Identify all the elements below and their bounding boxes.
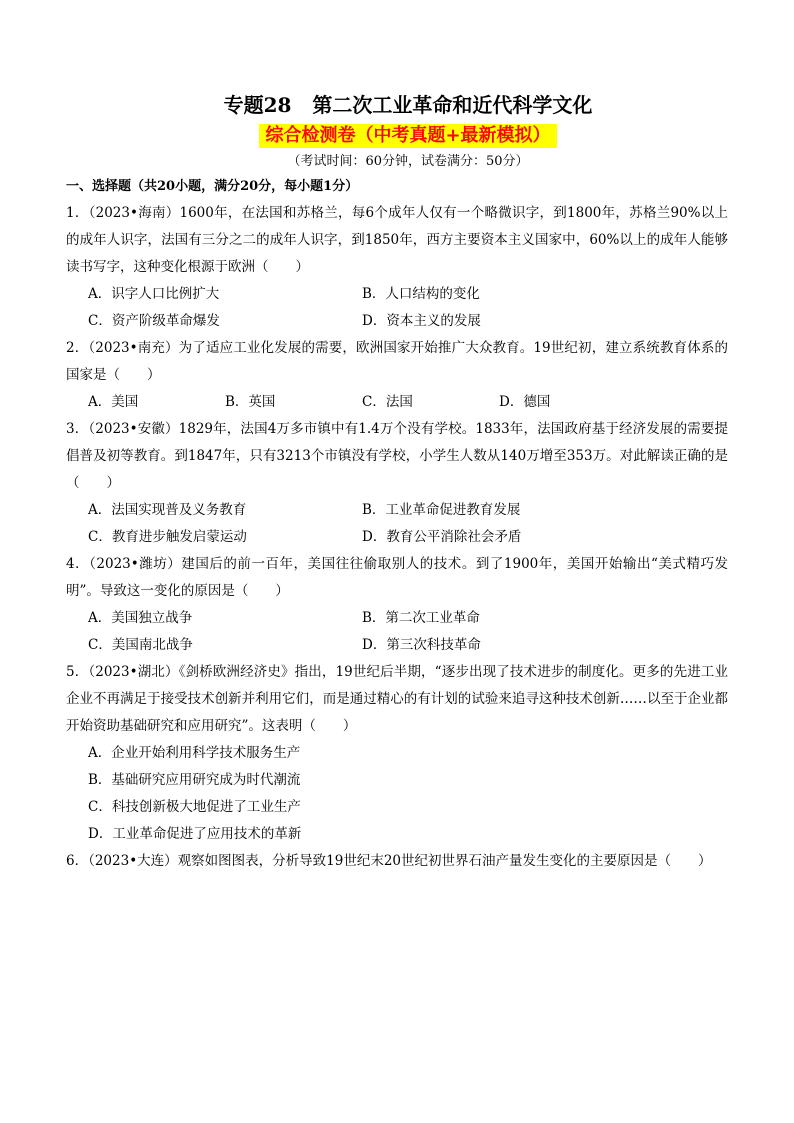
question-stem: 1．（2023•海南）1600年，在法国和苏格兰，每6个成年人仅有一个略微识字，到1800年，苏格兰90%以上的成年人识字，法国有三分之二的成年人识字，到1850年，西方主要资本主义国家中，60%以上的成年人能够读书写字，这种变化根源于欧洲（ ） <box>66 205 728 275</box>
option-b[interactable]: B．第二次工业革命 <box>362 610 480 626</box>
option-a[interactable]: A．法国实现普及义务教育 <box>88 502 247 518</box>
exam-info: （考试时间：60分钟，试卷满分：50分） <box>287 154 529 169</box>
question-stem: 4．（2023•潍坊）建国后的前一百年，美国往往偷取别人的技术。到了1900年，美国开始输出“美式精巧发明”。导致这一变化的原因是（ ） <box>66 556 728 599</box>
option-c[interactable]: C．法国 <box>362 394 413 410</box>
option-c[interactable]: C．科技创新极大地促进了工业生产 <box>88 799 301 815</box>
options-list <box>66 389 728 416</box>
title-main: 第二次工业革命和近代科学文化 <box>312 93 593 117</box>
page-title <box>88 92 728 118</box>
option-d[interactable]: D．资本主义的发展 <box>362 313 481 329</box>
option-d[interactable]: D．工业革命促进了应用技术的革新 <box>88 826 302 842</box>
option-d[interactable]: D．教育公平消除社会矛盾 <box>362 529 522 545</box>
option-b[interactable]: B．工业革命促进教育发展 <box>362 502 521 518</box>
option-a[interactable]: A．美国独立战争 <box>88 610 193 626</box>
option-b[interactable]: B．基础研究应用研究成为时代潮流 <box>88 772 301 788</box>
question-3 <box>66 416 728 551</box>
question-stem: 5．（2023•湖北）《剑桥欧洲经济史》指出，19世纪后半期，“逐步出现了技术进步的制度化。更多的先进工业企业不再满足于接受技术创新并利用它们，而是通过精心的有计划的试验来追寻这种技术创新……以至于企业都开始资助基础研究和应用研究”。这表明（ ） <box>66 664 728 734</box>
exam-page <box>66 92 728 875</box>
question-6 <box>66 848 728 875</box>
subtitle-wrapper <box>88 124 728 148</box>
option-d[interactable]: D．德国 <box>499 394 551 410</box>
option-a[interactable]: A．美国 <box>88 394 139 410</box>
question-stem: 6．（2023•大连）观察如图图表，分析导致19世纪末20世纪初世界石油产量发生变化的主要原因是（ ） <box>66 853 712 869</box>
question-stem: 3．（2023•安徽）1829年，法国4万多市镇中有1.4万个没有学校。1833年，法国政府基于经济发展的需要提倡普及初等教育。到1847年，只有3213个市镇没有学校，小学生人数从140万增至353万。对此解读正确的是（ ） <box>66 421 728 491</box>
subtitle-banner: 综合检测卷（中考真题+最新模拟） <box>259 124 556 148</box>
question-4 <box>66 551 728 659</box>
section-heading: 一、选择题（共20小题，满分20分，每小题1分） <box>66 179 359 194</box>
option-c[interactable]: C．美国南北战争 <box>88 637 193 653</box>
option-c[interactable]: C．资产阶级革命爆发 <box>88 313 220 329</box>
options-list <box>66 281 728 335</box>
option-a[interactable]: A．识字人口比例扩大 <box>88 286 220 302</box>
question-5 <box>66 659 728 848</box>
option-d[interactable]: D．第三次科技革命 <box>362 637 481 653</box>
option-c[interactable]: C．教育进步触发启蒙运动 <box>88 529 247 545</box>
option-b[interactable]: B．人口结构的变化 <box>362 286 480 302</box>
question-1 <box>66 200 728 335</box>
option-a[interactable]: A．企业开始利用科学技术服务生产 <box>88 745 301 761</box>
options-list <box>66 497 728 551</box>
question-stem: 2．（2023•南充）为了适应工业化发展的需要，欧洲国家开始推广大众教育。19世纪初，建立系统教育体系的国家是（ ） <box>66 340 728 383</box>
question-2 <box>66 335 728 416</box>
option-b[interactable]: B．英国 <box>225 394 276 410</box>
title-prefix: 专题28 <box>223 93 292 117</box>
options-list <box>66 740 728 848</box>
options-list <box>66 605 728 659</box>
